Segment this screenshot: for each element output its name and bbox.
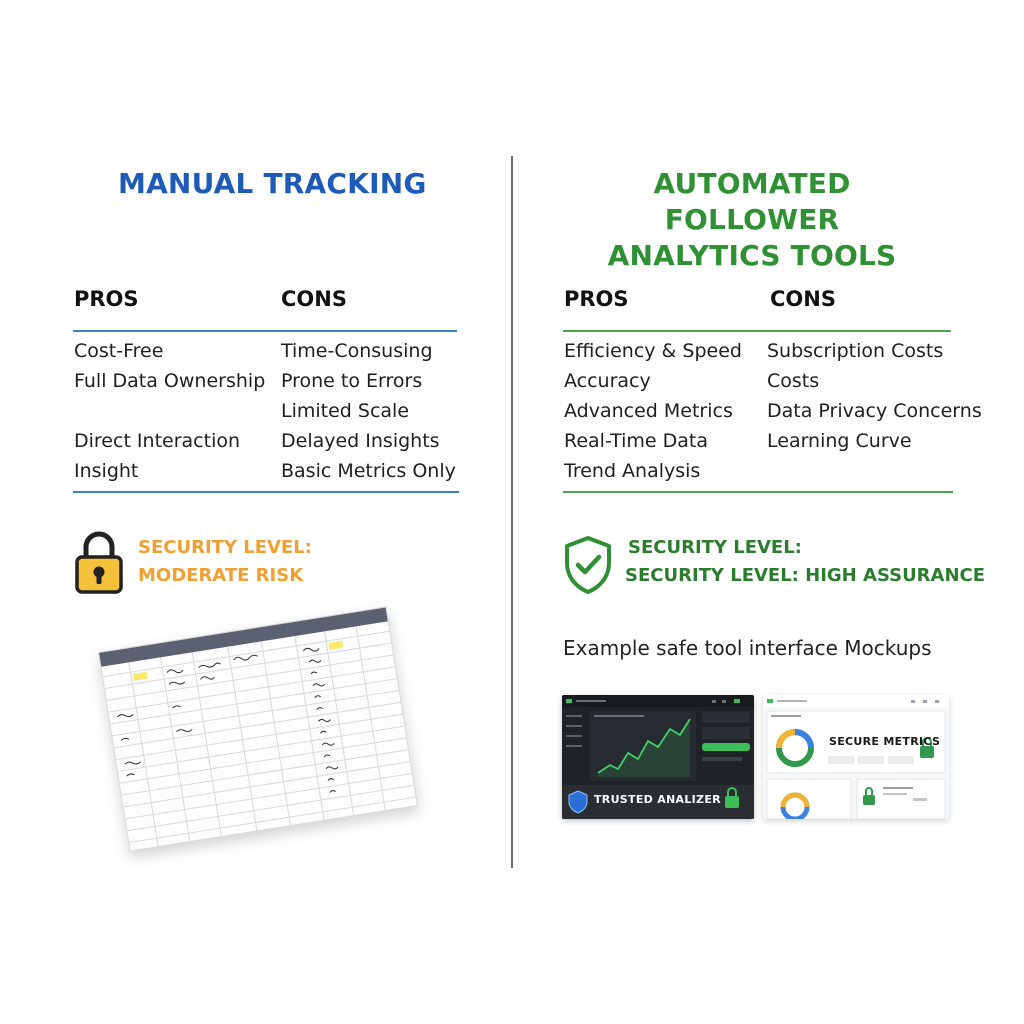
manual-cons-header: CONS xyxy=(281,287,347,311)
center-divider xyxy=(511,156,513,868)
manual-con-item: Basic Metrics Only xyxy=(281,460,456,482)
manual-pro-item xyxy=(74,396,265,426)
automated-top-rule xyxy=(563,330,951,332)
automated-security-label: SECURITY LEVEL: xyxy=(628,537,802,558)
automated-con-item: Subscription Costs xyxy=(767,340,944,362)
manual-top-rule xyxy=(73,330,457,332)
automated-pro-item: Real-Time Data xyxy=(564,430,708,452)
mockup-caption: Example safe tool interface Mockups xyxy=(563,636,932,660)
manual-pro-item: Full Data Ownership xyxy=(74,370,266,392)
manual-con-item: Prone to Errors xyxy=(281,370,423,392)
dark-dashboard-mockup xyxy=(562,695,754,819)
automated-security-value-wrap xyxy=(625,562,985,590)
automated-pros-header: PROS xyxy=(564,287,629,311)
manual-cons-list xyxy=(281,336,456,486)
automated-bottom-rule xyxy=(563,491,953,493)
manual-con-item: Delayed Insights xyxy=(281,430,440,452)
trusted-analyzer-label: TRUSTED ANALIZER xyxy=(594,793,721,806)
automated-security-level xyxy=(628,534,802,562)
manual-tracking-title: MANUAL TRACKING xyxy=(118,167,427,200)
automated-con-item: Learning Curve xyxy=(767,430,912,452)
automated-pro-item: Accuracy xyxy=(564,370,651,392)
automated-con-item: Data Privacy Concerns xyxy=(767,400,982,422)
manual-security-value: MODERATE RISK xyxy=(138,565,304,586)
secure-metrics-label: SECURE METRICS xyxy=(829,735,941,748)
automated-pro-item: Advanced Metrics xyxy=(564,400,733,422)
automated-cons-header: CONS xyxy=(770,287,836,311)
manual-pro-item: Cost-Free xyxy=(74,340,164,362)
automated-title-line2: ANALYTICS TOOLS xyxy=(607,239,897,272)
manual-pros-header: PROS xyxy=(74,287,139,311)
manual-security-level xyxy=(138,534,312,590)
light-dashboard-mockup xyxy=(763,695,949,819)
manual-spreadsheet-illustration xyxy=(98,606,418,851)
automated-cons-list xyxy=(767,336,982,456)
manual-con-item: Time-Consusing xyxy=(281,340,433,362)
automated-tools-title xyxy=(566,166,938,274)
automated-pro-item: Trend Analysis xyxy=(564,460,701,482)
automated-pro-item: Efficiency & Speed xyxy=(564,340,742,362)
shield-check-icon xyxy=(563,535,613,599)
automated-title-line1: AUTOMATED FOLLOWER xyxy=(653,167,851,236)
manual-bottom-rule xyxy=(73,491,459,493)
automated-pros-list xyxy=(564,336,742,486)
light-dashboard-graphics xyxy=(763,695,949,819)
automated-security-value: SECURITY LEVEL: HIGH ASSURANCE xyxy=(625,565,986,586)
automated-con-item: Costs xyxy=(767,370,820,392)
manual-pro-item: Direct Interaction xyxy=(74,430,241,452)
manual-security-label: SECURITY LEVEL: xyxy=(138,537,312,558)
manual-pro-item: Insight xyxy=(74,460,139,482)
manual-pros-list xyxy=(74,336,265,486)
manual-con-item: Limited Scale xyxy=(281,400,410,422)
padlock-icon xyxy=(74,529,124,599)
